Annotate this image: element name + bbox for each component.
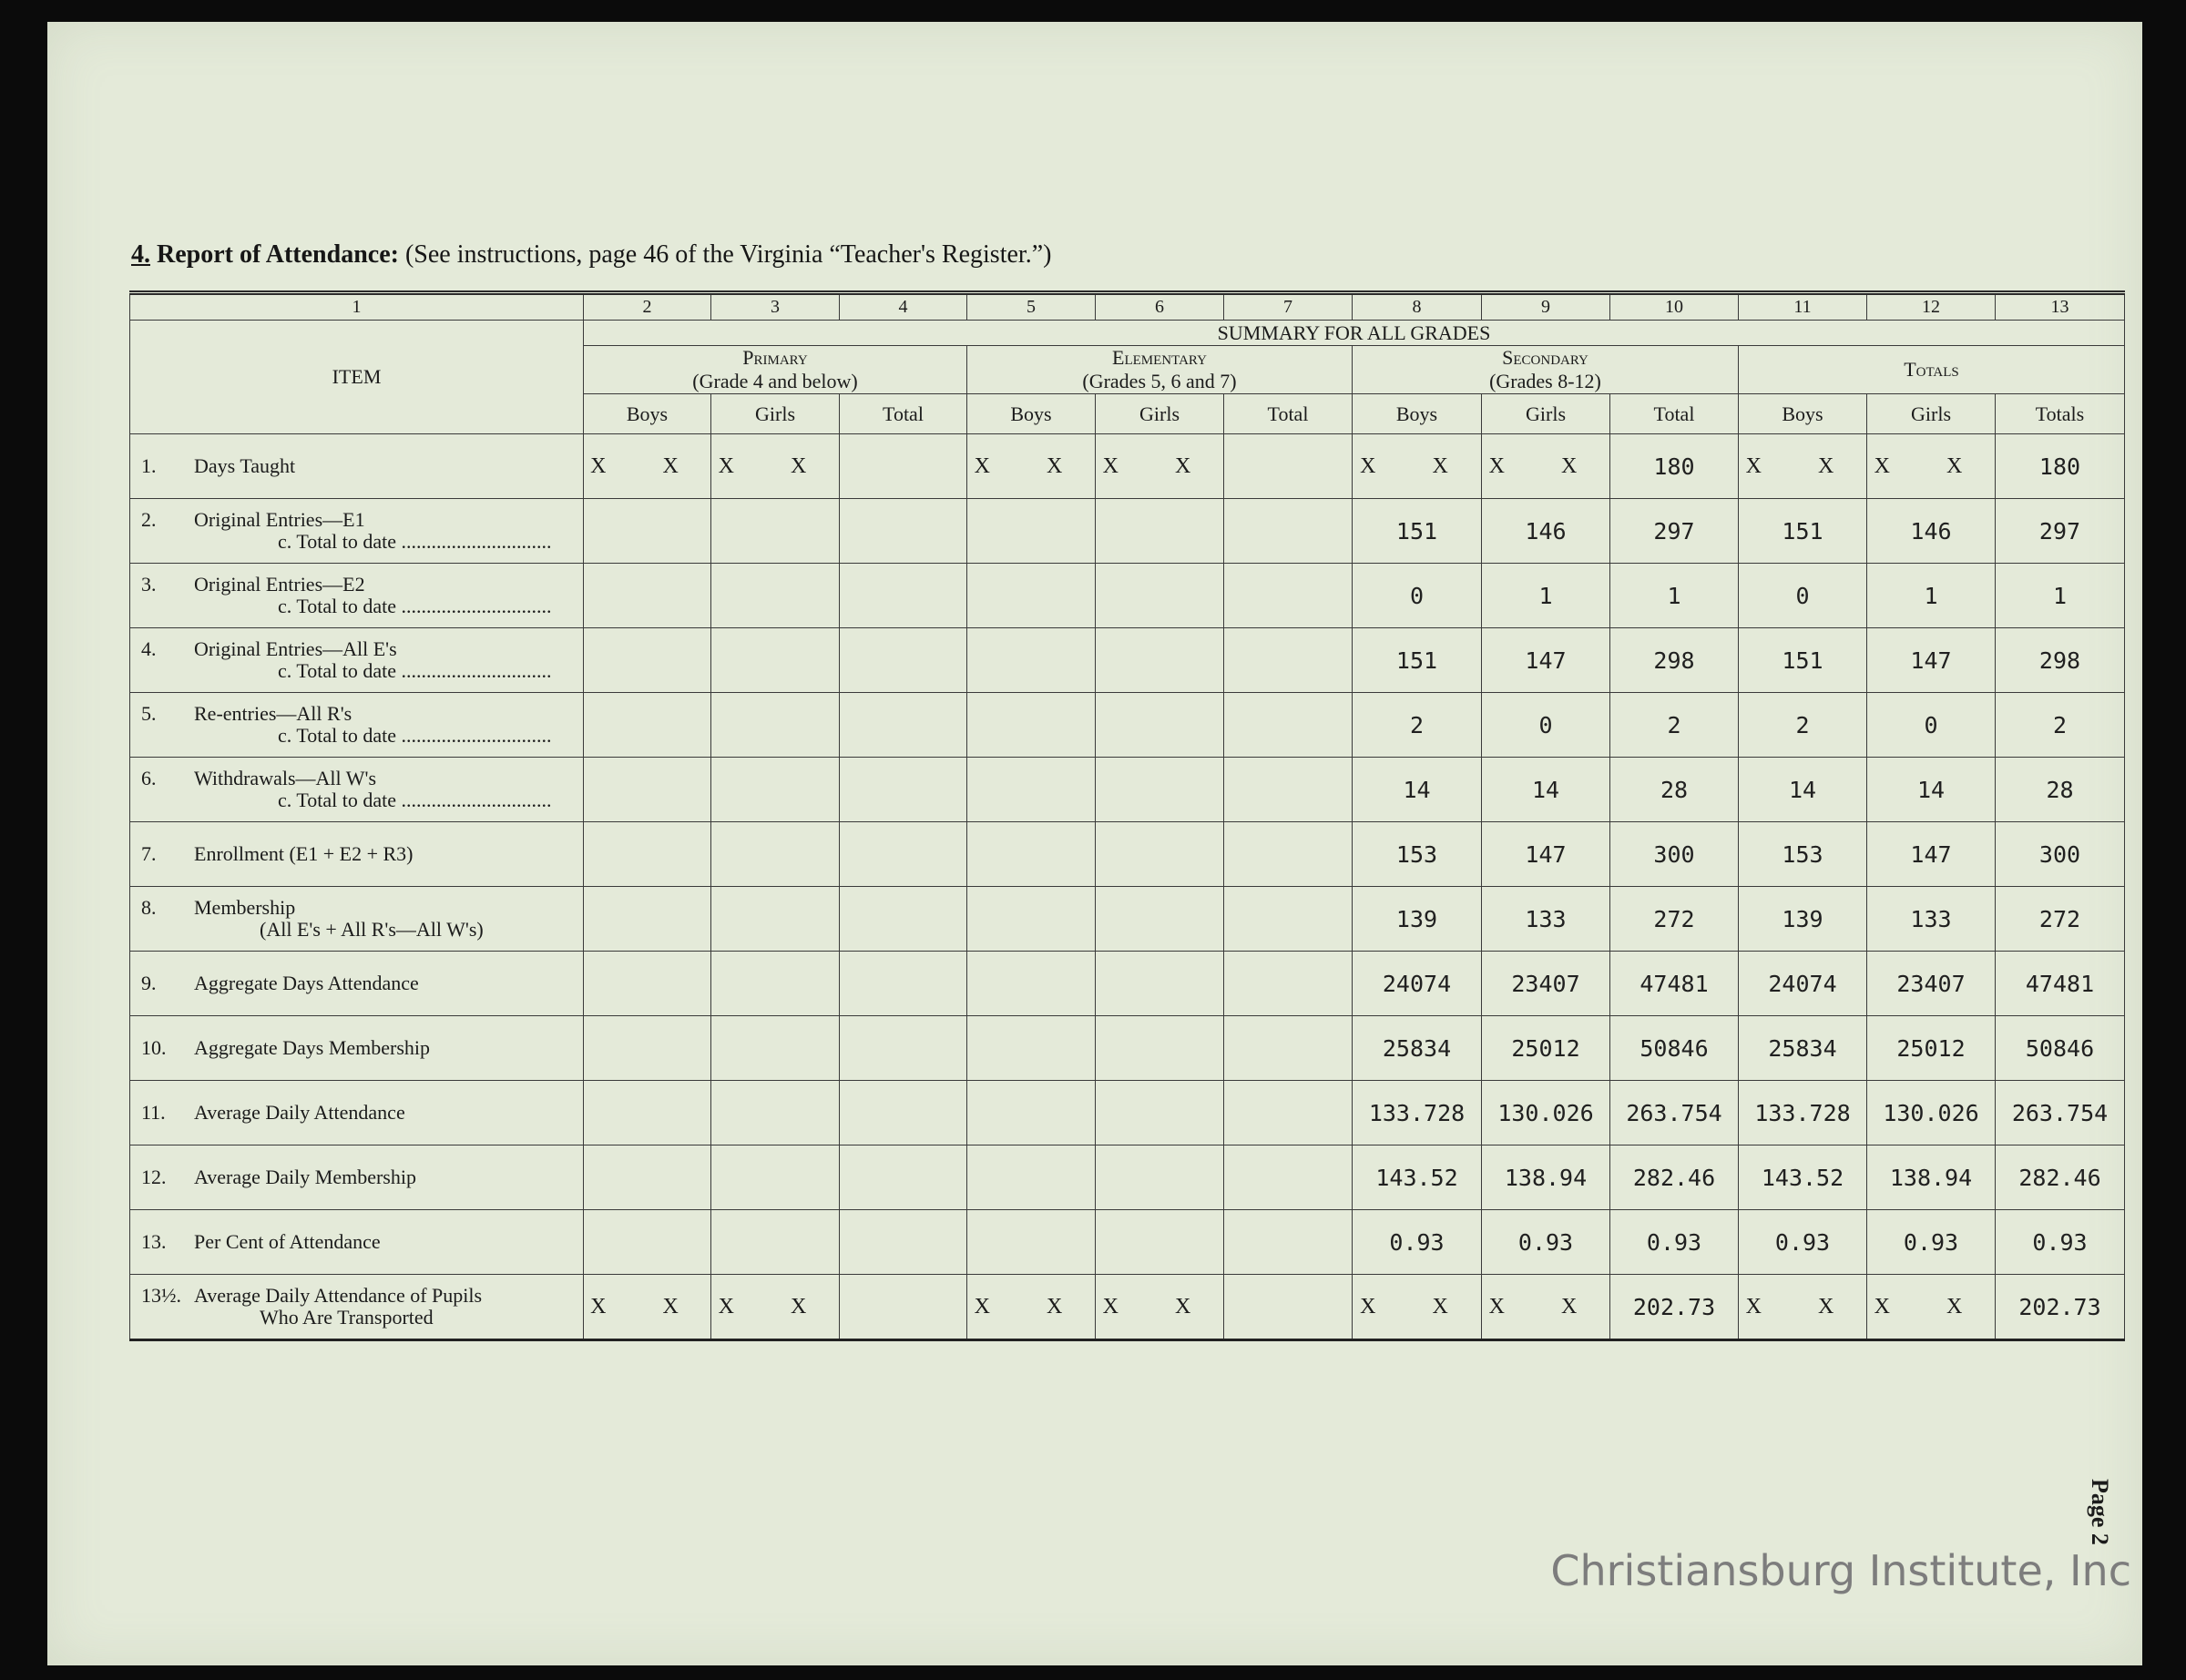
value-cell-p-total <box>840 1275 967 1340</box>
value-cell-e-girls <box>1096 1081 1224 1145</box>
value-cell-e-boys: X X <box>967 1275 1096 1340</box>
table-row <box>130 499 2125 564</box>
value-cell-t-total: 0.93 <box>1996 1210 2125 1275</box>
value-cell-p-total <box>840 693 967 758</box>
item-cell <box>130 1081 584 1145</box>
item-sublabel: c. Total to date .............................. <box>278 659 552 682</box>
item-number: 2. <box>141 508 157 531</box>
value-cell-p-total <box>840 1145 967 1210</box>
column-number: 4 <box>840 293 967 321</box>
value-cell-e-total <box>1224 1145 1353 1210</box>
item-number: 8. <box>141 896 157 919</box>
value-cell-t-girls: 0.93 <box>1867 1210 1996 1275</box>
value-cell-p-boys <box>584 758 711 822</box>
value-cell-s-total: 47481 <box>1610 952 1739 1016</box>
boys-header: Boys <box>967 394 1096 434</box>
value-cell-p-boys <box>584 1210 711 1275</box>
summary-header-row <box>130 321 2125 346</box>
value-cell-p-boys <box>584 1145 711 1210</box>
value-cell-t-boys: 2 <box>1739 693 1867 758</box>
group-name: Primary <box>742 346 808 369</box>
value-cell-e-boys <box>967 1016 1096 1081</box>
value-cell-p-girls <box>711 1210 840 1275</box>
item-cell <box>130 822 584 887</box>
value-cell-t-girls: 133 <box>1867 887 1996 952</box>
value-cell-t-total: 202.73 <box>1996 1275 2125 1340</box>
elementary-group-header <box>967 346 1353 394</box>
column-number: 1 <box>130 293 584 321</box>
value-cell-t-total: 2 <box>1996 693 2125 758</box>
value-cell-p-boys <box>584 564 711 628</box>
item-label: Original Entries—E2 <box>194 573 365 596</box>
value-cell-p-boys <box>584 1081 711 1145</box>
value-cell-t-girls: X X <box>1867 434 1996 499</box>
value-cell-p-boys: X X <box>584 1275 711 1340</box>
value-cell-p-total <box>840 1081 967 1145</box>
value-cell-s-total: 50846 <box>1610 1016 1739 1081</box>
value-cell-e-girls <box>1096 822 1224 887</box>
item-cell <box>130 434 584 499</box>
value-cell-e-total <box>1224 693 1353 758</box>
value-cell-p-girls <box>711 758 840 822</box>
table-row <box>130 1016 2125 1081</box>
value-cell-e-girls <box>1096 564 1224 628</box>
item-column-header: ITEM <box>130 321 584 434</box>
value-cell-t-total: 297 <box>1996 499 2125 564</box>
item-number: 7. <box>141 842 157 865</box>
value-cell-s-girls: 133 <box>1482 887 1610 952</box>
page-number: Page 2 <box>2087 1479 2113 1545</box>
item-label: Aggregate Days Membership <box>194 1036 431 1059</box>
total-header: Total <box>1224 394 1353 434</box>
value-cell-e-total <box>1224 1081 1353 1145</box>
value-cell-e-girls <box>1096 952 1224 1016</box>
value-cell-p-boys <box>584 693 711 758</box>
value-cell-e-boys <box>967 1210 1096 1275</box>
group-range: (Grades 5, 6 and 7) <box>1082 370 1237 392</box>
value-cell-p-total <box>840 887 967 952</box>
value-cell-e-total <box>1224 1210 1353 1275</box>
value-cell-t-boys: 139 <box>1739 887 1867 952</box>
item-number: 6. <box>141 767 157 789</box>
value-cell-s-girls: 14 <box>1482 758 1610 822</box>
value-cell-t-boys: 143.52 <box>1739 1145 1867 1210</box>
table-row <box>130 1210 2125 1275</box>
value-cell-e-boys <box>967 693 1096 758</box>
value-cell-s-boys: 133.728 <box>1353 1081 1482 1145</box>
value-cell-s-girls: 147 <box>1482 628 1610 693</box>
item-label: Enrollment (E1 + E2 + R3) <box>194 842 414 865</box>
item-cell <box>130 1145 584 1210</box>
value-cell-t-boys: X X <box>1739 434 1867 499</box>
value-cell-e-boys <box>967 1081 1096 1145</box>
value-cell-e-boys <box>967 1145 1096 1210</box>
value-cell-e-girls <box>1096 1016 1224 1081</box>
item-number: 4. <box>141 637 157 660</box>
value-cell-s-total: 272 <box>1610 887 1739 952</box>
item-number: 10. <box>141 1036 167 1059</box>
value-cell-e-boys <box>967 758 1096 822</box>
item-cell <box>130 758 584 822</box>
item-cell <box>130 1210 584 1275</box>
item-label: Average Daily Attendance <box>194 1101 405 1124</box>
value-cell-s-girls: 25012 <box>1482 1016 1610 1081</box>
item-label: Average Daily Membership <box>194 1166 416 1188</box>
value-cell-t-total: 50846 <box>1996 1016 2125 1081</box>
value-cell-e-total <box>1224 628 1353 693</box>
value-cell-t-girls: 1 <box>1867 564 1996 628</box>
value-cell-p-girls <box>711 1016 840 1081</box>
girls-header: Girls <box>1482 394 1610 434</box>
value-cell-s-boys: 0 <box>1353 564 1482 628</box>
column-number: 2 <box>584 293 711 321</box>
girls-header: Girls <box>1096 394 1224 434</box>
value-cell-e-girls: X X <box>1096 1275 1224 1340</box>
item-label: Per Cent of Attendance <box>194 1230 381 1253</box>
value-cell-e-total <box>1224 822 1353 887</box>
section-note: (See instructions, page 46 of the Virginia “Teacher's Register.”) <box>404 240 1052 269</box>
column-number: 8 <box>1353 293 1482 321</box>
table-row <box>130 434 2125 499</box>
value-cell-t-total: 1 <box>1996 564 2125 628</box>
item-sublabel: c. Total to date .............................. <box>278 530 552 553</box>
value-cell-p-boys <box>584 499 711 564</box>
value-cell-p-girls <box>711 887 840 952</box>
value-cell-s-total: 297 <box>1610 499 1739 564</box>
item-label: Original Entries—E1 <box>194 508 365 531</box>
totals-group-header <box>1739 346 2125 394</box>
value-cell-e-girls <box>1096 758 1224 822</box>
value-cell-e-total <box>1224 758 1353 822</box>
value-cell-e-boys <box>967 952 1096 1016</box>
value-cell-t-total: 272 <box>1996 887 2125 952</box>
total-header: Total <box>840 394 967 434</box>
value-cell-e-girls <box>1096 693 1224 758</box>
value-cell-p-total <box>840 628 967 693</box>
girls-header: Girls <box>711 394 840 434</box>
column-number: 3 <box>711 293 840 321</box>
column-number-row <box>130 293 2125 321</box>
boys-header: Boys <box>1353 394 1482 434</box>
value-cell-p-total <box>840 758 967 822</box>
table-row <box>130 628 2125 693</box>
section-title: Report of Attendance: <box>157 240 399 269</box>
item-label: Re-entries—All R's <box>194 702 352 725</box>
value-cell-s-boys: 151 <box>1353 499 1482 564</box>
value-cell-s-girls: 23407 <box>1482 952 1610 1016</box>
value-cell-t-boys: 153 <box>1739 822 1867 887</box>
column-number: 5 <box>967 293 1096 321</box>
value-cell-s-girls: 1 <box>1482 564 1610 628</box>
value-cell-e-total <box>1224 564 1353 628</box>
item-number: 5. <box>141 702 157 725</box>
value-cell-t-boys: 133.728 <box>1739 1081 1867 1145</box>
value-cell-e-boys <box>967 499 1096 564</box>
value-cell-s-boys: 139 <box>1353 887 1482 952</box>
value-cell-e-girls <box>1096 887 1224 952</box>
boys-header: Boys <box>1739 394 1867 434</box>
item-cell <box>130 499 584 564</box>
value-cell-p-total <box>840 822 967 887</box>
column-number: 12 <box>1867 293 1996 321</box>
item-number: 3. <box>141 573 157 596</box>
value-cell-s-boys: 25834 <box>1353 1016 1482 1081</box>
value-cell-s-girls: 138.94 <box>1482 1145 1610 1210</box>
table-row <box>130 1081 2125 1145</box>
value-cell-e-total <box>1224 434 1353 499</box>
table-row <box>130 693 2125 758</box>
value-cell-p-boys <box>584 952 711 1016</box>
value-cell-t-total: 263.754 <box>1996 1081 2125 1145</box>
value-cell-p-girls <box>711 628 840 693</box>
value-cell-p-total <box>840 564 967 628</box>
item-label: Days Taught <box>194 454 296 477</box>
item-label: Membership <box>194 896 296 919</box>
value-cell-p-boys <box>584 628 711 693</box>
item-sublabel: Who Are Transported <box>260 1306 434 1329</box>
value-cell-p-girls: X X <box>711 1275 840 1340</box>
secondary-group-header <box>1353 346 1739 394</box>
value-cell-t-girls: 146 <box>1867 499 1996 564</box>
value-cell-p-boys <box>584 887 711 952</box>
value-cell-s-girls: X X <box>1482 434 1610 499</box>
value-cell-t-girls: X X <box>1867 1275 1996 1340</box>
value-cell-p-boys: X X <box>584 434 711 499</box>
item-number: 9. <box>141 972 157 994</box>
item-number: 12. <box>141 1166 167 1188</box>
value-cell-s-total: 0.93 <box>1610 1210 1739 1275</box>
item-sublabel: c. Total to date .............................. <box>278 724 552 747</box>
value-cell-s-girls: 146 <box>1482 499 1610 564</box>
item-sublabel: (All E's + All R's—All W's) <box>260 918 484 941</box>
item-cell <box>130 628 584 693</box>
value-cell-p-total <box>840 434 967 499</box>
totals-header: Totals <box>1996 394 2125 434</box>
table-row <box>130 564 2125 628</box>
value-cell-s-boys: 24074 <box>1353 952 1482 1016</box>
form-page <box>47 22 2142 1665</box>
value-cell-p-girls <box>711 1081 840 1145</box>
item-number: 13. <box>141 1230 167 1253</box>
item-label: Average Daily Attendance of Pupils <box>194 1284 483 1307</box>
value-cell-t-total: 282.46 <box>1996 1145 2125 1210</box>
section-heading <box>131 240 1051 270</box>
value-cell-t-girls: 25012 <box>1867 1016 1996 1081</box>
value-cell-s-total: 298 <box>1610 628 1739 693</box>
item-cell <box>130 952 584 1016</box>
value-cell-e-total <box>1224 887 1353 952</box>
value-cell-s-boys: 0.93 <box>1353 1210 1482 1275</box>
item-label: Withdrawals—All W's <box>194 767 377 789</box>
value-cell-t-boys: X X <box>1739 1275 1867 1340</box>
value-cell-t-boys: 24074 <box>1739 952 1867 1016</box>
column-number: 7 <box>1224 293 1353 321</box>
group-name: Totals <box>1904 358 1959 381</box>
value-cell-e-girls <box>1096 1145 1224 1210</box>
value-cell-t-boys: 151 <box>1739 499 1867 564</box>
value-cell-e-total <box>1224 1275 1353 1340</box>
value-cell-p-girls <box>711 822 840 887</box>
total-header: Total <box>1610 394 1739 434</box>
value-cell-t-boys: 151 <box>1739 628 1867 693</box>
value-cell-s-total: 263.754 <box>1610 1081 1739 1145</box>
value-cell-e-boys <box>967 564 1096 628</box>
value-cell-s-total: 202.73 <box>1610 1275 1739 1340</box>
value-cell-t-boys: 14 <box>1739 758 1867 822</box>
value-cell-p-total <box>840 952 967 1016</box>
summary-header: SUMMARY FOR ALL GRADES <box>584 321 2125 346</box>
value-cell-s-girls: 130.026 <box>1482 1081 1610 1145</box>
column-number: 13 <box>1996 293 2125 321</box>
value-cell-p-girls <box>711 1145 840 1210</box>
value-cell-e-boys <box>967 887 1096 952</box>
value-cell-s-total: 28 <box>1610 758 1739 822</box>
item-number: 13½. <box>141 1284 181 1307</box>
value-cell-p-total <box>840 1016 967 1081</box>
item-label: Aggregate Days Attendance <box>194 972 419 994</box>
table-row <box>130 822 2125 887</box>
section-number: 4. <box>131 240 150 269</box>
value-cell-p-total <box>840 1210 967 1275</box>
primary-group-header <box>584 346 967 394</box>
value-cell-s-total: 2 <box>1610 693 1739 758</box>
value-cell-t-girls: 147 <box>1867 822 1996 887</box>
value-cell-s-boys: 2 <box>1353 693 1482 758</box>
column-number: 9 <box>1482 293 1610 321</box>
value-cell-p-boys <box>584 822 711 887</box>
value-cell-t-girls: 138.94 <box>1867 1145 1996 1210</box>
group-name: Secondary <box>1502 346 1588 369</box>
table-row <box>130 758 2125 822</box>
girls-header: Girls <box>1867 394 1996 434</box>
value-cell-e-boys: X X <box>967 434 1096 499</box>
value-cell-e-girls <box>1096 1210 1224 1275</box>
boys-header: Boys <box>584 394 711 434</box>
attendance-rows <box>130 434 2125 1340</box>
value-cell-s-boys: 151 <box>1353 628 1482 693</box>
value-cell-e-boys <box>967 822 1096 887</box>
table-row <box>130 952 2125 1016</box>
value-cell-s-boys: X X <box>1353 1275 1482 1340</box>
group-name: Elementary <box>1112 346 1207 369</box>
watermark: Christiansburg Institute, Inc <box>1550 1546 2131 1595</box>
item-cell <box>130 1016 584 1081</box>
value-cell-t-boys: 0.93 <box>1739 1210 1867 1275</box>
item-cell <box>130 564 584 628</box>
value-cell-s-boys: 143.52 <box>1353 1145 1482 1210</box>
value-cell-s-boys: X X <box>1353 434 1482 499</box>
group-range: (Grades 8-12) <box>1489 370 1601 392</box>
value-cell-t-boys: 25834 <box>1739 1016 1867 1081</box>
value-cell-s-total: 300 <box>1610 822 1739 887</box>
value-cell-t-girls: 0 <box>1867 693 1996 758</box>
value-cell-t-girls: 23407 <box>1867 952 1996 1016</box>
group-range: (Grade 4 and below) <box>692 370 858 392</box>
value-cell-p-girls: X X <box>711 434 840 499</box>
value-cell-s-total: 1 <box>1610 564 1739 628</box>
value-cell-e-girls <box>1096 628 1224 693</box>
item-cell <box>130 887 584 952</box>
value-cell-e-total <box>1224 952 1353 1016</box>
item-number: 11. <box>141 1101 166 1124</box>
value-cell-t-total: 180 <box>1996 434 2125 499</box>
value-cell-t-total: 298 <box>1996 628 2125 693</box>
value-cell-t-girls: 147 <box>1867 628 1996 693</box>
value-cell-e-total <box>1224 499 1353 564</box>
value-cell-s-total: 282.46 <box>1610 1145 1739 1210</box>
value-cell-s-girls: X X <box>1482 1275 1610 1340</box>
column-number: 6 <box>1096 293 1224 321</box>
attendance-table <box>129 290 2125 1341</box>
value-cell-p-total <box>840 499 967 564</box>
value-cell-t-girls: 14 <box>1867 758 1996 822</box>
value-cell-p-girls <box>711 952 840 1016</box>
value-cell-p-girls <box>711 693 840 758</box>
item-cell <box>130 1275 584 1340</box>
value-cell-t-total: 47481 <box>1996 952 2125 1016</box>
value-cell-s-girls: 0 <box>1482 693 1610 758</box>
value-cell-t-total: 28 <box>1996 758 2125 822</box>
column-number: 11 <box>1739 293 1867 321</box>
value-cell-e-girls <box>1096 499 1224 564</box>
value-cell-p-girls <box>711 564 840 628</box>
item-cell <box>130 693 584 758</box>
item-sublabel: c. Total to date .............................. <box>278 789 552 811</box>
value-cell-s-boys: 153 <box>1353 822 1482 887</box>
value-cell-s-total: 180 <box>1610 434 1739 499</box>
item-label: Original Entries—All E's <box>194 637 397 660</box>
value-cell-t-total: 300 <box>1996 822 2125 887</box>
table-row <box>130 887 2125 952</box>
value-cell-t-girls: 130.026 <box>1867 1081 1996 1145</box>
item-sublabel: c. Total to date .............................. <box>278 595 552 617</box>
value-cell-e-boys <box>967 628 1096 693</box>
value-cell-p-boys <box>584 1016 711 1081</box>
column-number: 10 <box>1610 293 1739 321</box>
table-row <box>130 1275 2125 1340</box>
value-cell-s-girls: 0.93 <box>1482 1210 1610 1275</box>
value-cell-e-girls: X X <box>1096 434 1224 499</box>
value-cell-s-boys: 14 <box>1353 758 1482 822</box>
value-cell-e-total <box>1224 1016 1353 1081</box>
item-number: 1. <box>141 454 157 477</box>
table-row <box>130 1145 2125 1210</box>
value-cell-p-girls <box>711 499 840 564</box>
value-cell-t-boys: 0 <box>1739 564 1867 628</box>
value-cell-s-girls: 147 <box>1482 822 1610 887</box>
